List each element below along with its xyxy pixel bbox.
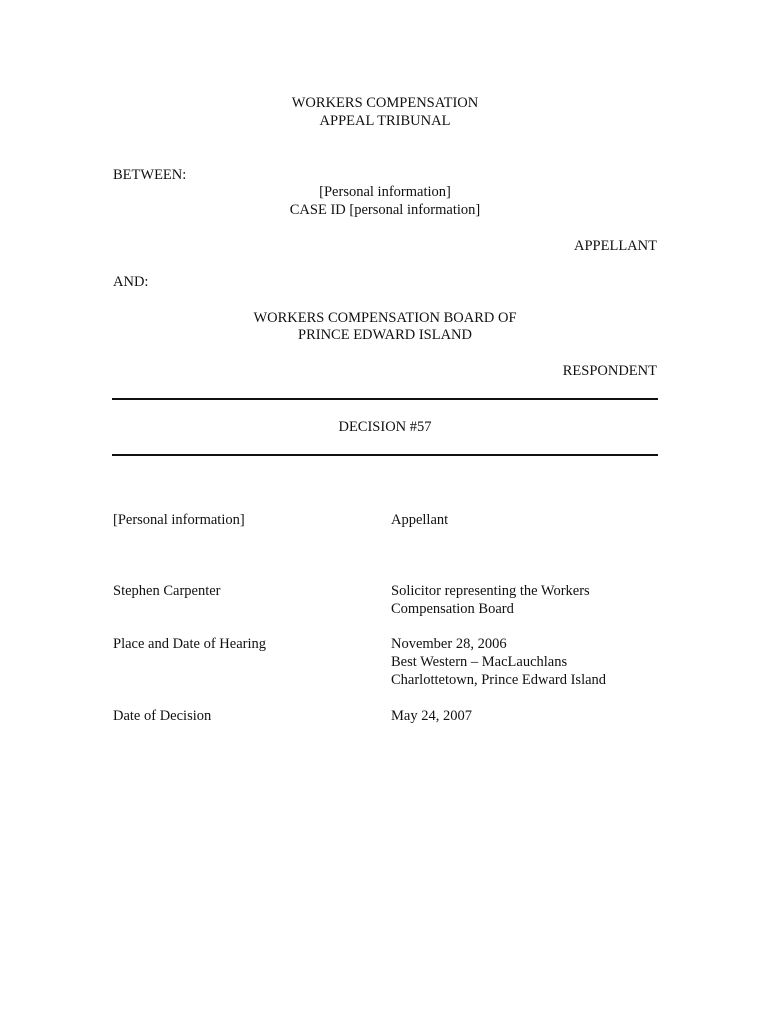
hearing-detail-label: Place and Date of Hearing — [113, 636, 266, 652]
respondent-name-line2: PRINCE EDWARD ISLAND — [298, 327, 472, 343]
top-divider — [112, 398, 658, 400]
tribunal-title-line2: APPEAL TRIBUNAL — [319, 113, 451, 129]
solicitor-detail-value-line1: Solicitor representing the Workers — [391, 583, 590, 599]
respondent-name-line1: WORKERS COMPENSATION BOARD OF — [253, 310, 517, 326]
hearing-city: Charlottetown, Prince Edward Island — [391, 672, 607, 688]
appellant-detail-value: Appellant — [391, 512, 449, 528]
hearing-date: November 28, 2006 — [391, 636, 507, 652]
case-id: CASE ID [personal information] — [289, 202, 481, 218]
decision-date-label: Date of Decision — [113, 708, 212, 724]
solicitor-detail-value-line2: Compensation Board — [391, 601, 514, 617]
between-label: BETWEEN: — [113, 167, 187, 183]
solicitor-detail-label: Stephen Carpenter — [113, 583, 221, 599]
appellant-detail-label: [Personal information] — [113, 512, 245, 528]
appellant-name: [Personal information] — [319, 184, 451, 200]
decision-title: DECISION #57 — [338, 419, 432, 435]
bottom-divider — [112, 454, 658, 456]
hearing-venue: Best Western – MacLauchlans — [391, 654, 568, 670]
tribunal-title-line1: WORKERS COMPENSATION — [291, 95, 479, 111]
and-label: AND: — [113, 274, 149, 290]
respondent-role: RESPONDENT — [562, 363, 657, 379]
appellant-role: APPELLANT — [574, 238, 657, 254]
decision-date-value: May 24, 2007 — [391, 708, 472, 724]
